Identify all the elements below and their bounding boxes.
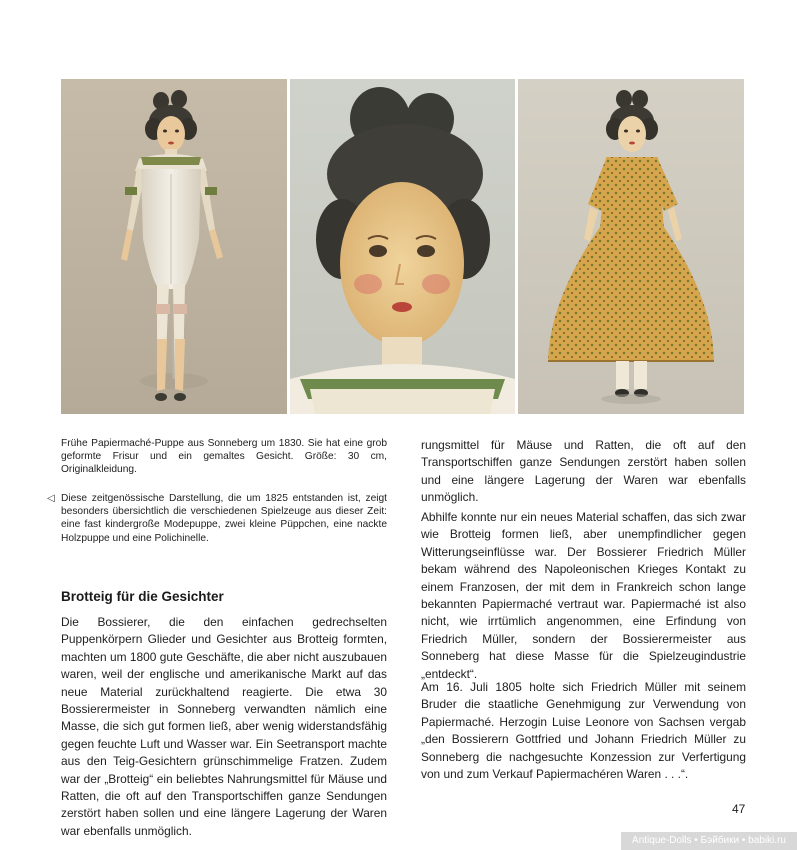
illustration-caption	[47, 492, 387, 545]
photo-caption	[61, 437, 387, 477]
article-paragraph: Am 16. Juli 1805 holte sich Friedrich Müller mit seinem Bruder die staatliche Genehmigung zur Verwendung von Papiermaché. Herzogin Luise Leonore von Sachsen vergab „den Bossierern Gottfried und Johann Friedrich Müller zu Sonneberg die nachgesuchte Konzession zur Verfertigung von und zum Verkauf Papiermachéren Waren . . .“.	[421, 680, 746, 782]
article-paragraph: Die Bossierer, die den einfachen gedrechselten Puppenkörpern Glieder und Gesichter aus Brotteig formten, machten um 1800 gute Geschäfte, die aber nicht auszubauen waren, weil der englische und amerikanische Markt auf das neue Material zurückhaltend reagierte. Die etwa 30 Bossierermeister in Sonneberg verwandten nämlich eine Masse, die sich gut formen ließ, aber wenig widerstandsfähig gegen feuchte Luft und Wasser war. Ein Seetransport machte aus den Teig-Gesichtern grünschimmelige Fratzen. Zudem war der „Brotteig“ ein beliebtes Nahrungsmittel für Mäuse und Ratten, die oft auf den Transportschiffen ganze Sendungen zerstört haben sollen und eine längere Lagerung der Waren war ebenfalls unmöglich.	[61, 615, 387, 838]
photo-doll-undressed	[61, 79, 287, 414]
photo-doll-portrait	[290, 79, 515, 414]
left-triangle-icon: ◁	[47, 493, 55, 504]
article-paragraph: Abhilfe konnte nur ein neues Material schaffen, das sich zwar wie Brotteig formen ließ, aber unempfindlicher gegen Witterungseinflüsse war. Der Bossierer Friedrich Müller bekam während des Napoleonischen Krieges Kontakt zu einem Franzosen, der mit dem in Frankreich schon lange bekannten Papiermaché vertraut war. Papiermaché ist also nicht, wie irrtümlich angenommen, eine Erfindung von Friedrich Müller, sondern der Bossierermeister aus Sonneberg hat diese Masse für die Spielzeugindustrie „entdeckt“.	[421, 510, 746, 681]
caption-text: Diese zeitgenössische Darstellung, die um 1825 entstanden ist, zeigt besonders übersichtlich die verschiedenen Spielzeuge aus dieser Zeit: eine fast kindergroße Modepuppe, zwei kleine Püppchen, eine nackte Holzpuppe und eine Polichinelle.	[61, 493, 387, 544]
page-number: 47	[732, 802, 746, 816]
doll-portrait-image	[290, 79, 515, 414]
doll-dressed-image	[518, 79, 744, 414]
watermark: Antique-Dolls • Бэйбики • babiki.ru	[621, 832, 797, 850]
caption-text: Frühe Papiermaché-Puppe aus Sonneberg um 1830. Sie hat eine grob geformte Frisur und ein gemaltes Gesicht. Größe: 30 cm, Originalkleidung.	[61, 438, 387, 476]
photo-doll-dressed	[518, 79, 744, 414]
article-paragraph: rungsmittel für Mäuse und Ratten, die oft auf den Transportschiffen ganze Sendungen zerstört haben sollen und eine längere Lagerung der Waren war ebenfalls unmöglich.	[421, 438, 746, 505]
section-heading: Brotteig für die Gesichter	[61, 589, 224, 604]
doll-undressed-image	[61, 79, 287, 414]
